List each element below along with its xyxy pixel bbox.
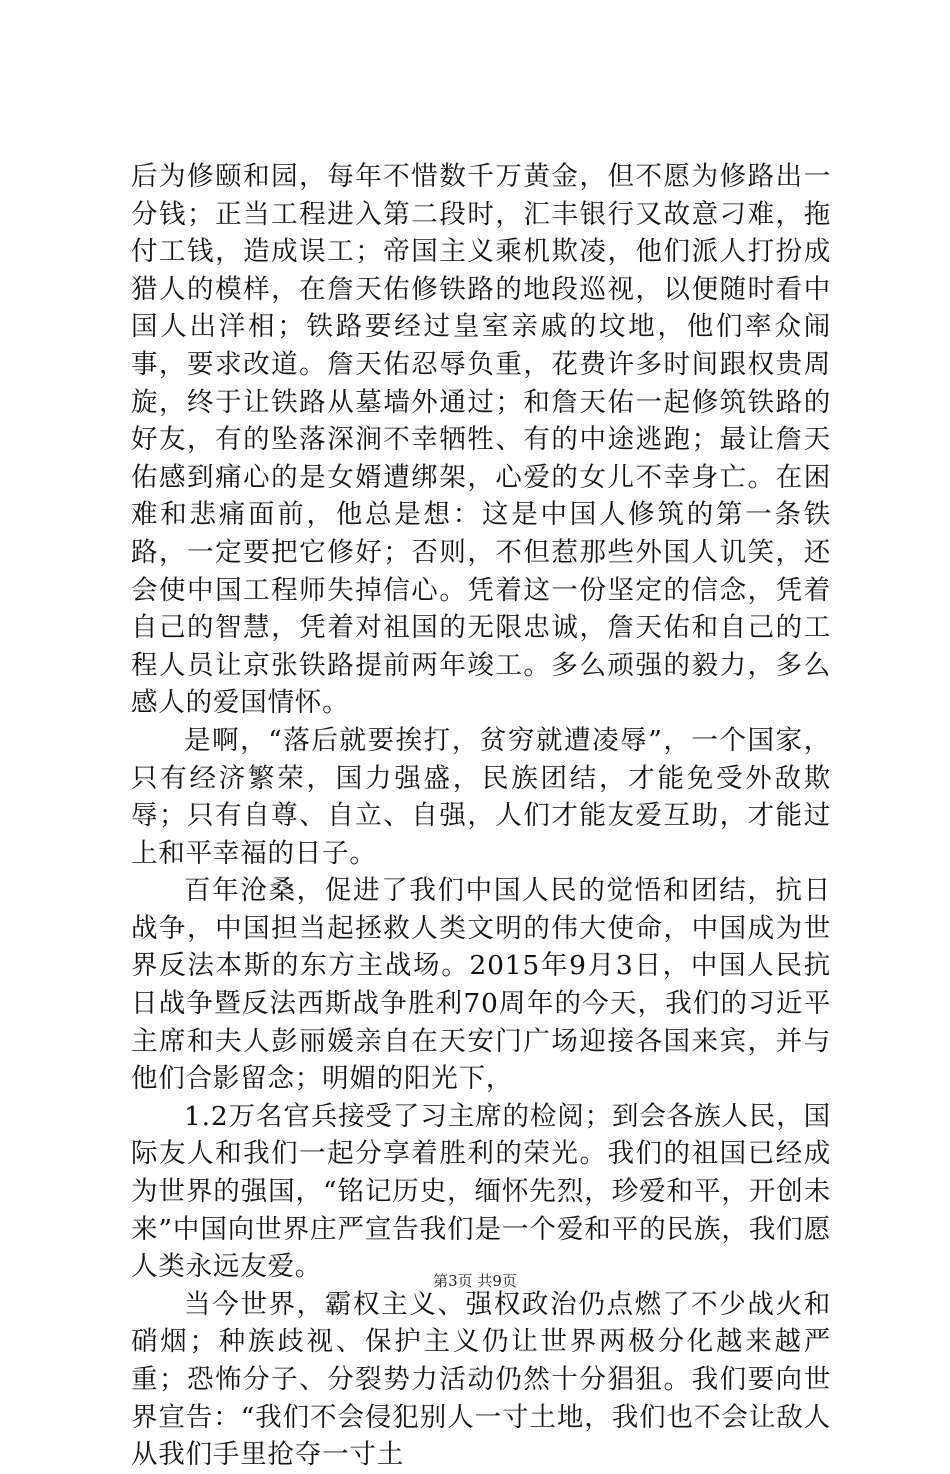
paragraph-5: 当今世界，霸权主义、强权政治仍点燃了不少战火和硝烟；种族歧视、保护主义仍让世界两极分化越来越严重；恐怖分子、分裂势力活动仍然十分猖狙。我们要向世界宣告：“我们不会侵犯别人一寸土地，我们也不会让敌人从我们手里抢夺一寸土 — [131, 1288, 831, 1471]
paragraph-3: 百年沧桑，促进了我们中国人民的觉悟和团结，抗日战争，中国担当起拯救人类文明的伟大使命，中国成为世界反法本斯的东方主战场。2015年9月3日，中国人民抗日战争暨反法西斯战争胜利70周年的今天，我们的习近平主席和夫人彭丽媛亲自在天安门广场迎接各国来宾，并与他们合影留念；明媚的阳光下， — [131, 875, 831, 1095]
paragraph-2: 是啊，“落后就要挨打，贫穷就遭凌辱”，一个国家，只有经济繁荣，国力强盛，民族团结，才能免受外敌欺辱；只有自尊、自立、自强，人们才能友爱互助，才能过上和平幸福的日子。 — [131, 724, 831, 869]
page-number-footer: 第3页 共9页 — [433, 1272, 517, 1290]
paragraph-4: 1.2万名官兵接受了习主席的检阅；到会各族人民，国际友人和我们一起分享着胜利的荣光。我们的祖国已经成为世界的强国，“铭记历史，缅怀先烈，珍爱和平，开创未来”中国向世界庄严宣告我们是一个爱和平的民族，我们愿人类永远友爱。 — [131, 1100, 831, 1283]
paragraph-1: 后为修颐和园，每年不惜数千万黄金，但不愿为修路出一分钱；正当工程进入第二段时，汇丰银行又故意刁难，拖付工钱，造成误工；帝国主义乘机欺凌，他们派人打扮成猎人的模样，在詹天佑修铁路的地段巡视，以便随时看中国人出洋相；铁路要经过皇室亲戚的坟地，他们率众闹事，要求改道。詹天佑忍辱负重，花费许多时间跟权贵周旋，终于让铁路从墓墙外通过；和詹天佑一起修筑铁路的好友，有的坠落深涧不幸牺牲、有的中途逃跑；最让詹天佑感到痛心的是女婿遭绑架，心爱的女儿不幸身亡。在困难和悲痛面前，他总是想：这是中国人修筑的第一条铁路，一定要把它修好；否则，不但惹那些外国人讥笑，还会使中国工程师失掉信心。凭着这一份坚定的信念，凭着自己的智慧，凭着对祖国的无限忠诚，詹天佑和自己的工程人员让京张铁路提前两年竣工。多么顽强的毅力，多么感人的爱国情怀。 — [131, 161, 831, 719]
